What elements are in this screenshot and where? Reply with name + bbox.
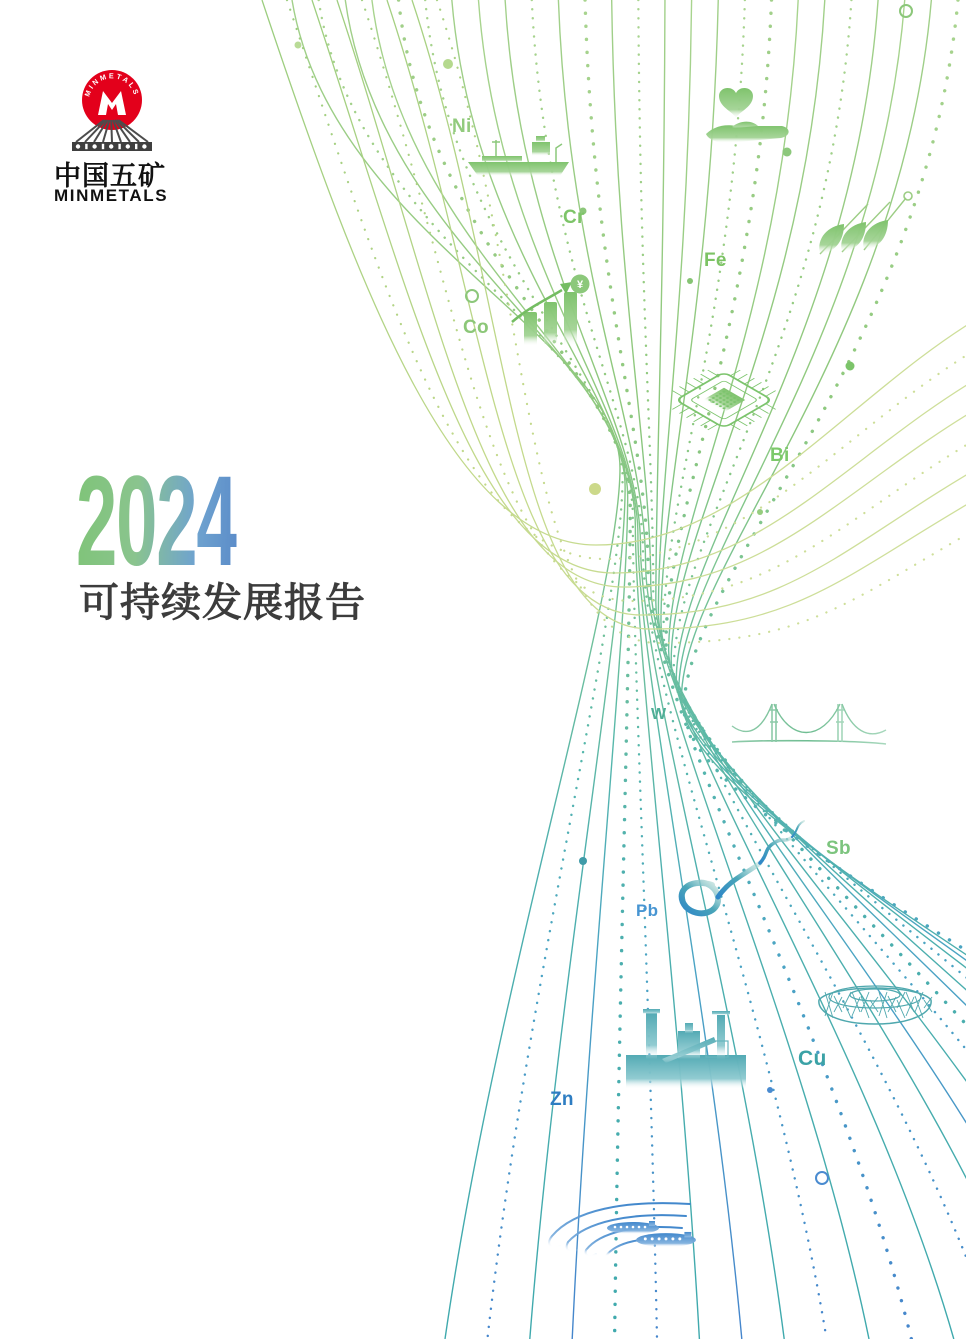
yuan-symbol: ¥ [576, 279, 584, 291]
open-pit-mine-icon [549, 1203, 696, 1256]
ore-carrier-ship-icon [636, 1232, 696, 1247]
element-label-zn: Zn [550, 1089, 574, 1110]
emblem-ring-text: MINMETALS [82, 71, 142, 98]
minmetals-emblem-icon [70, 68, 156, 158]
cargo-ship-icon [468, 136, 569, 176]
ore-carrier-ship-icon [607, 1221, 659, 1234]
element-label-w: W [651, 706, 667, 723]
brand-name-chinese: 中国五矿 [54, 161, 166, 191]
metal-industry-icons [468, 88, 932, 1256]
element-label-bi: Bi [770, 445, 790, 466]
cover-report-title: 可持续发展报告 [79, 581, 366, 625]
element-label-sb: Sb [826, 838, 851, 859]
heart-in-hand-icon [706, 88, 789, 143]
brand-name-english: MINMETALS [54, 186, 169, 205]
element-label-ni: Ni [452, 116, 472, 137]
flowing-lines [262, 0, 966, 1339]
element-label-cu: Cu [798, 1047, 827, 1070]
high-speed-train-swoosh-icon [682, 821, 804, 913]
element-label-fe: Fe [704, 250, 727, 271]
element-label-pb: Pb [636, 901, 659, 920]
wheat-grain-icon [819, 192, 912, 254]
microchip-icon [656, 361, 792, 440]
suspension-bridge-icon [732, 704, 886, 744]
emblem-beams [76, 120, 148, 142]
cover-year: 2024 [76, 450, 237, 593]
smelter-factory-icon [626, 1009, 746, 1089]
element-label-co: Co [463, 317, 489, 338]
element-label-cr: Cr [563, 207, 585, 228]
emblem-ingots [76, 144, 147, 149]
